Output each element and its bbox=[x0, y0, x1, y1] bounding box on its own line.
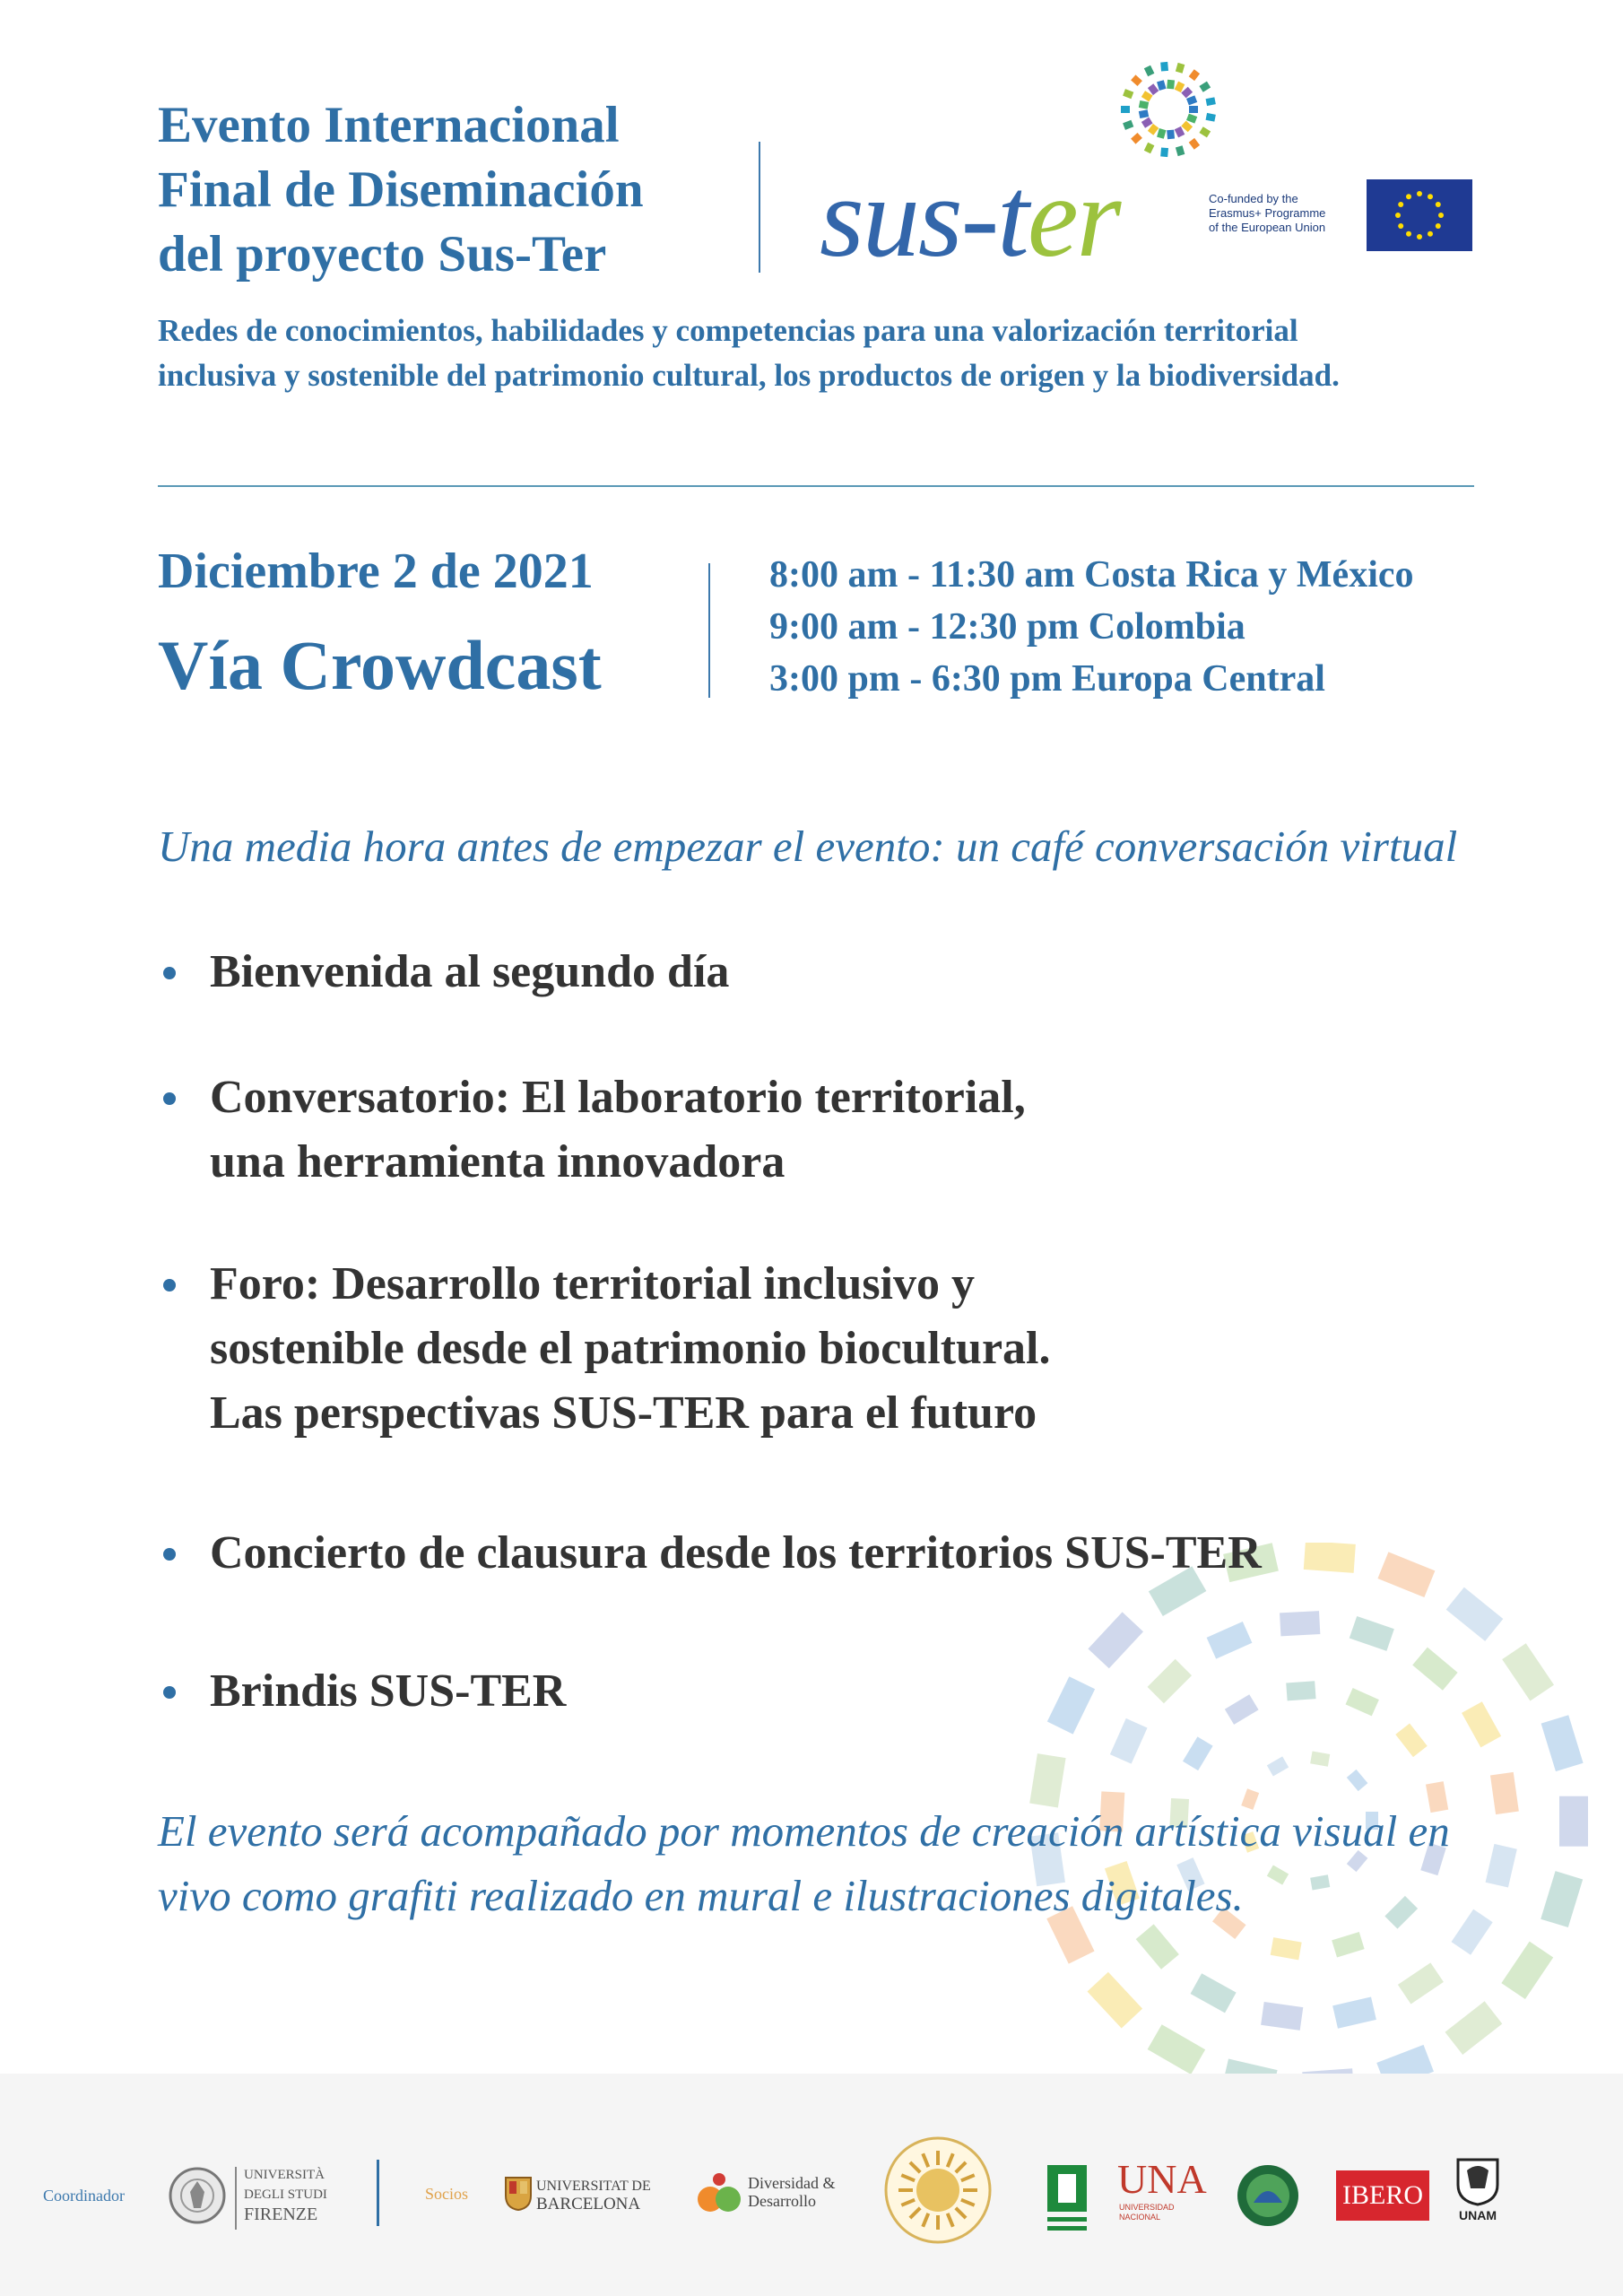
subtitle-line: Redes de conocimientos, habilidades y competencias para una valorización territorial bbox=[158, 313, 1298, 348]
dd-line: Diversidad & bbox=[748, 2174, 836, 2192]
logo-word-main: sus-t bbox=[820, 153, 1028, 281]
coordinator-label: Coordinador bbox=[43, 2187, 125, 2205]
agenda-item-text: Conversatorio: El laboratorio territorial, bbox=[210, 1072, 1026, 1123]
ibero-logo: IBERO bbox=[1336, 2170, 1429, 2221]
florence-line: FIRENZE bbox=[244, 2205, 318, 2224]
bullet-icon bbox=[163, 967, 176, 979]
intro-note: Una media hora antes de empezar el evento: un café conversación virtual bbox=[158, 822, 1458, 871]
partner-logos-footer bbox=[0, 2074, 1623, 2296]
sus-ter-logo-sun-icon bbox=[1101, 54, 1236, 170]
closing-note-line: El evento será acompañado por momentos de creación artística visual en bbox=[158, 1806, 1450, 1856]
barcelona-wordmark bbox=[536, 2178, 651, 2213]
time-slot: 3:00 pm - 6:30 pm Europa Central bbox=[769, 658, 1325, 700]
cofunded-line: Erasmus+ Programme bbox=[1209, 206, 1326, 220]
section-divider bbox=[158, 485, 1474, 487]
universidad-quindio-logo-icon bbox=[1044, 2161, 1090, 2235]
agenda-item-text: Concierto de clausura desde los territorios SUS-TER bbox=[210, 1527, 1262, 1578]
unam-wordmark: UNAM bbox=[1459, 2208, 1497, 2222]
unam-shield-icon bbox=[1454, 2156, 1501, 2206]
agenda-item-text: Las perspectivas SUS-TER para el futuro bbox=[210, 1387, 1037, 1439]
event-times bbox=[769, 549, 1414, 705]
project-subtitle bbox=[158, 309, 1557, 398]
closing-note-line: vivo como grafiti realizado en mural e ilustraciones digitales. bbox=[158, 1871, 1244, 1920]
una-subtitle: UNIVERSIDAD NACIONAL bbox=[1119, 2203, 1175, 2222]
bullet-icon bbox=[163, 1279, 176, 1292]
barcelona-shield-icon bbox=[504, 2176, 533, 2212]
logo-word-accent: er bbox=[1027, 153, 1120, 281]
barcelona-line: UNIVERSITAT DE bbox=[536, 2179, 651, 2194]
universidad-caldas-seal-icon bbox=[882, 2135, 994, 2246]
subtitle-line: inclusiva y sostenible del patrimonio cultural, los productos de origen y la biodiversidad. bbox=[158, 358, 1340, 393]
una-logo: UNA bbox=[1117, 2156, 1207, 2202]
date-divider bbox=[708, 563, 710, 698]
event-title bbox=[158, 93, 732, 287]
florence-wordmark bbox=[244, 2165, 327, 2224]
florence-line: DEGLI STUDI bbox=[244, 2187, 327, 2202]
partners-label: Socios bbox=[425, 2185, 469, 2203]
cofunded-line: Co-funded by the bbox=[1209, 192, 1298, 205]
event-title-line: Final de Diseminación bbox=[158, 161, 644, 218]
dd-line: Desarrollo bbox=[748, 2192, 816, 2210]
coordinator-divider bbox=[377, 2160, 379, 2226]
bullet-icon bbox=[163, 1092, 176, 1105]
diversidad-desarrollo-logo-icon bbox=[694, 2167, 744, 2217]
agenda-item-text: Foro: Desarrollo territorial inclusivo y bbox=[210, 1258, 975, 1309]
florence-line: UNIVERSITÀ bbox=[244, 2168, 325, 2182]
ecological-seal-icon bbox=[1236, 2163, 1300, 2228]
diversidad-desarrollo-wordmark bbox=[748, 2174, 835, 2210]
bullet-icon bbox=[163, 1548, 176, 1561]
time-slot: 9:00 am - 12:30 pm Colombia bbox=[769, 606, 1245, 648]
closing-note bbox=[158, 1799, 1450, 1928]
time-slot: 8:00 am - 11:30 am Costa Rica y México bbox=[769, 554, 1414, 596]
event-title-line: del proyecto Sus-Ter bbox=[158, 226, 607, 283]
event-title-line: Evento Internacional bbox=[158, 97, 620, 153]
bullet-icon bbox=[163, 1686, 176, 1699]
florence-seal-icon bbox=[167, 2160, 228, 2231]
agenda-item-text: Bienvenida al segundo día bbox=[210, 946, 730, 997]
barcelona-line: BARCELONA bbox=[536, 2195, 641, 2213]
florence-divider bbox=[235, 2167, 237, 2230]
agenda-item-text: Brindis SUS-TER bbox=[210, 1665, 567, 1717]
event-venue: Vía Crowdcast bbox=[158, 626, 602, 704]
agenda-item-text: sostenible desde el patrimonio biocultural. bbox=[210, 1323, 1051, 1374]
agenda-item-text: una herramienta innovadora bbox=[210, 1136, 785, 1187]
cofunded-line: of the European Union bbox=[1209, 221, 1326, 234]
header-divider bbox=[759, 142, 760, 273]
event-date: Diciembre 2 de 2021 bbox=[158, 544, 594, 599]
cofunded-text bbox=[1209, 192, 1370, 235]
sus-ter-logo bbox=[820, 153, 1120, 281]
eu-flag-icon bbox=[1367, 179, 1472, 251]
